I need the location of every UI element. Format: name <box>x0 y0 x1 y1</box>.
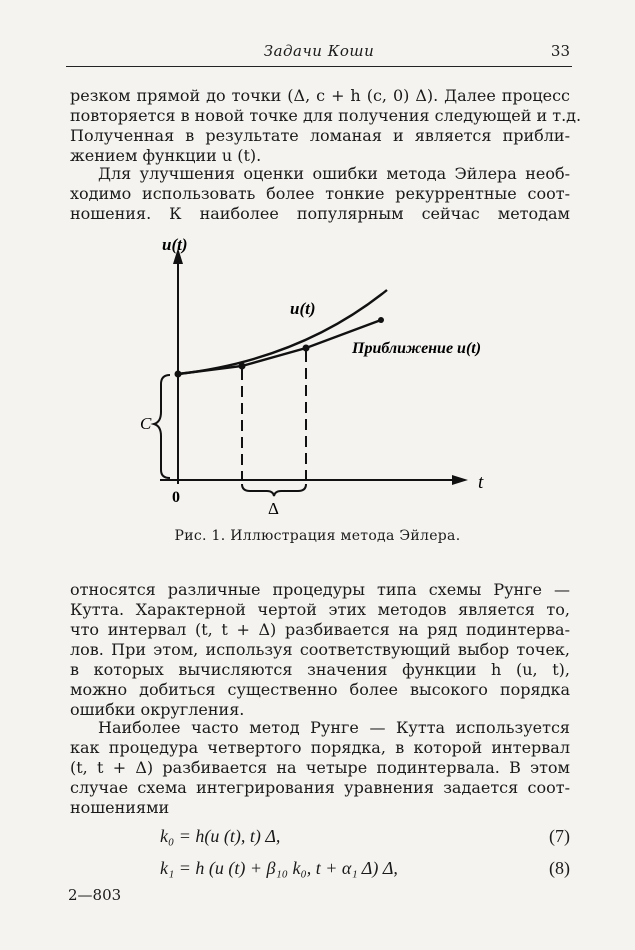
text-line: повторяется в новой точке для получения следующей и т.д. <box>70 106 582 125</box>
equation-text: k₁ = h (u (t) + β₁₀ k₀, t + α₁ Δ) Δ, <box>160 858 398 878</box>
paragraph-3 <box>70 580 570 720</box>
origin-label: 0 <box>172 489 180 506</box>
equation-8 <box>160 858 570 879</box>
text-line: в которых вычисляются значения функции h (u, t), <box>70 660 570 679</box>
text-line: Наиболее часто метод Рунге — Кутта используется <box>98 718 570 737</box>
approximation-label: Приближение u(t) <box>352 340 482 357</box>
running-title: Задачи Коши <box>263 42 375 60</box>
approximation-curve <box>178 320 381 374</box>
paragraph-1 <box>70 86 582 166</box>
page-header <box>66 38 572 67</box>
delta-brace <box>242 484 306 496</box>
text-line: ошибки округления. <box>70 700 245 719</box>
c-brace <box>154 375 170 478</box>
figure-caption: Рис. 1. Иллюстрация метода Эйлера. <box>174 528 461 544</box>
paragraph-2 <box>70 164 570 224</box>
text-line: что интервал (t, t + Δ) разбивается на ряд подинтерва- <box>70 620 570 639</box>
text-line: резком прямой до точки (Δ, c + h (c, 0) Δ). Далее процесс <box>70 86 570 105</box>
text-line: лов. При этом, используя соответствующий выбор точек, <box>70 640 570 659</box>
c-label: C <box>140 414 152 433</box>
text-line: ношения. К наиболее популярным сейчас методам <box>70 204 570 223</box>
approx-point <box>303 345 310 352</box>
curve-label: u(t) <box>290 299 316 318</box>
equation-number: (7) <box>549 826 570 846</box>
true-curve <box>178 290 387 374</box>
equation-7 <box>160 826 570 847</box>
equation-text: k₀ = h(u (t), t) Δ, <box>160 826 281 846</box>
page-number: 33 <box>550 42 570 60</box>
x-axis-label: t <box>478 472 484 493</box>
equation-number: (8) <box>549 858 570 878</box>
x-axis-arrow <box>452 475 468 485</box>
text-line: (t, t + Δ) разбивается на четыре подинтервала. В этом <box>70 758 570 777</box>
approx-point <box>378 317 384 323</box>
text-line: Полученная в результате ломаная и является прибли- <box>70 126 570 145</box>
text-line: Для улучшения оценки ошибки метода Эйлера необ- <box>98 164 570 183</box>
text-line: можно добиться существенно более высокого порядка <box>70 680 570 699</box>
delta-label: Δ <box>268 499 279 518</box>
text-line: жением функции u (t). <box>70 146 262 165</box>
approx-point <box>175 371 182 378</box>
text-line: ходимо использовать более тонкие рекуррентные соот- <box>70 184 570 203</box>
y-axis-label: u(t) <box>162 235 188 254</box>
text-line: ношениями <box>70 798 170 817</box>
text-line: случае схема интегрирования уравнения задается соот- <box>70 778 570 797</box>
approx-point <box>239 363 246 370</box>
euler-method-figure <box>130 232 510 522</box>
text-line: относятся различные процедуры типа схемы Рунге — <box>70 580 570 599</box>
signature-mark: 2—803 <box>68 886 122 904</box>
text-line: Кутта. Характерной чертой этих методов является то, <box>70 600 570 619</box>
paragraph-4 <box>70 718 570 818</box>
text-line: как процедура четвертого порядка, в которой интервал <box>70 738 570 757</box>
